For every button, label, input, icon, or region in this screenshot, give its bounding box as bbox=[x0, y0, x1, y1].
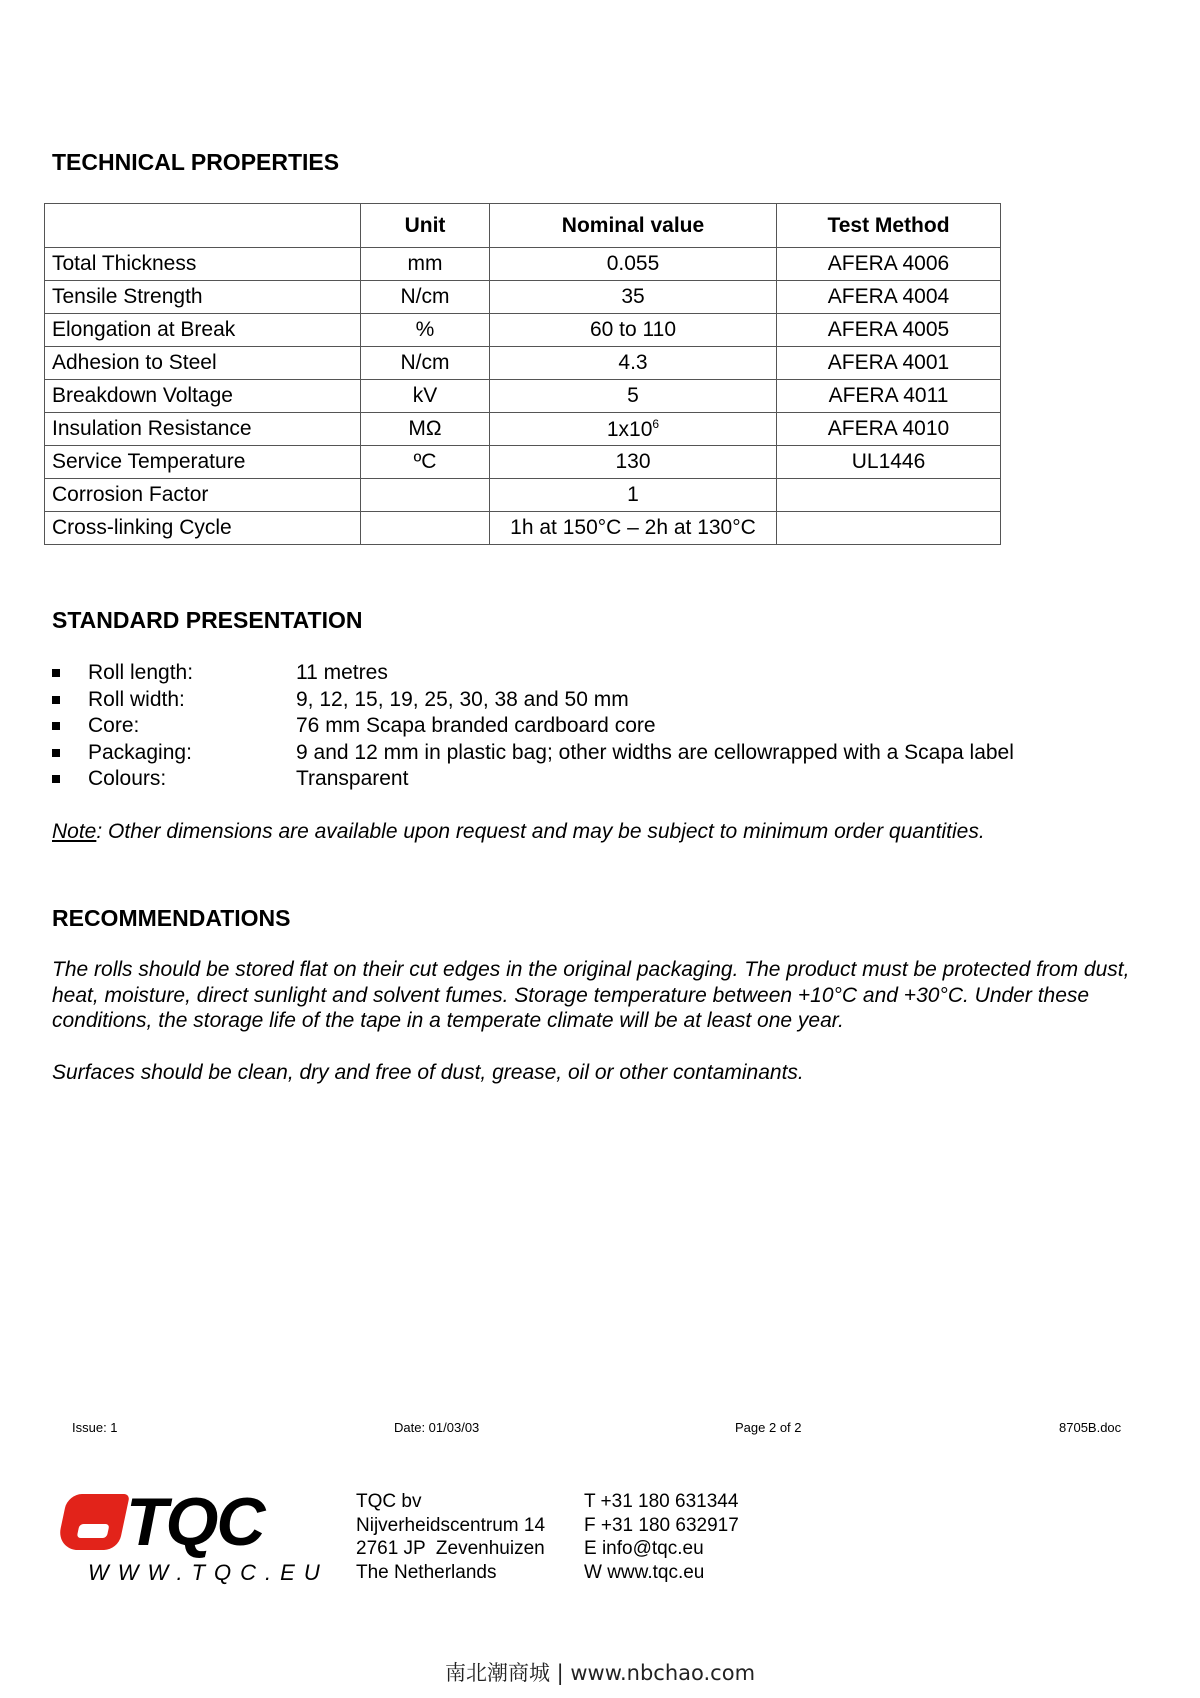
footer-doc-name: 8705B.doc bbox=[1059, 1420, 1122, 1435]
item-label: Core: bbox=[88, 714, 140, 738]
value-cell bbox=[490, 380, 777, 413]
method-cell bbox=[777, 314, 1001, 347]
value-cell-text: 1 bbox=[627, 483, 639, 506]
method-cell-text: AFERA 4011 bbox=[828, 384, 949, 407]
item-label: Roll length: bbox=[88, 661, 194, 685]
bullet-icon bbox=[52, 696, 60, 704]
footer-date: Date: 01/03/03 bbox=[394, 1420, 480, 1435]
value-cell bbox=[490, 479, 777, 512]
logo-red-shape-icon bbox=[56, 1494, 130, 1550]
address-line: Nijverheidscentrum 14 bbox=[356, 1514, 546, 1536]
table-row bbox=[45, 281, 1001, 314]
value-cell-text: 5 bbox=[627, 384, 639, 407]
logo-text: TQC bbox=[126, 1484, 264, 1560]
unit-cell bbox=[361, 380, 490, 413]
unit-cell bbox=[361, 512, 490, 545]
list-item bbox=[52, 660, 1014, 687]
unit-cell-text: N/cm bbox=[400, 351, 450, 374]
bullet-icon bbox=[52, 775, 60, 783]
unit-cell-text: MΩ bbox=[408, 417, 442, 440]
unit-cell-text: % bbox=[415, 318, 435, 341]
property-cell bbox=[45, 248, 361, 281]
property-cell bbox=[45, 314, 361, 347]
item-value: 9, 12, 15, 19, 25, 30, 38 and 50 mm bbox=[296, 687, 629, 711]
recommendations-paragraph-1: The rolls should be stored flat on their cut edges in the original packaging. The product must be protected from dust, heat, moisture, direct sunlight and solvent fumes. Storage temperature between +10°C and +30°C. Under these conditions, the storage life of the tape in a temperate climate will be at least one year. bbox=[52, 958, 1130, 1032]
property-cell-text: Elongation at Break bbox=[52, 318, 236, 341]
recommendations-heading: RECOMMENDATIONS bbox=[52, 905, 291, 931]
property-cell-text: Cross-linking Cycle bbox=[52, 516, 232, 539]
unit-cell-text: ºC bbox=[413, 450, 437, 473]
unit-cell bbox=[361, 248, 490, 281]
list-item bbox=[52, 713, 1014, 740]
address-line: The Netherlands bbox=[356, 1561, 497, 1583]
method-cell-text: AFERA 4005 bbox=[827, 318, 950, 341]
presentation-list bbox=[52, 660, 1014, 793]
item-label: Colours: bbox=[88, 767, 167, 791]
watermark: 南北潮商城 | www.nbchao.com bbox=[444, 1661, 756, 1685]
contact-fax: F +31 180 632917 bbox=[584, 1514, 739, 1536]
method-cell bbox=[777, 512, 1001, 545]
value-cell-text: 0.055 bbox=[606, 252, 660, 275]
method-cell bbox=[777, 413, 1001, 446]
contact-phone: T +31 180 631344 bbox=[584, 1491, 739, 1512]
table-header-row bbox=[45, 204, 1001, 248]
value-cell bbox=[490, 446, 777, 479]
list-item bbox=[52, 766, 1014, 793]
value-cell bbox=[490, 413, 777, 446]
company-address bbox=[356, 1490, 545, 1584]
bullet-icon bbox=[52, 749, 60, 757]
item-label: Roll width: bbox=[88, 687, 185, 711]
table-row bbox=[45, 248, 1001, 281]
unit-cell bbox=[361, 281, 490, 314]
column-header-nominal-value: Nominal value bbox=[490, 204, 777, 248]
method-cell-text: AFERA 4006 bbox=[827, 252, 950, 275]
value-cell bbox=[490, 512, 777, 545]
footer-page: Page 2 of 2 bbox=[735, 1420, 802, 1435]
column-header-test-method: Test Method bbox=[777, 204, 1001, 248]
property-cell bbox=[45, 281, 361, 314]
technical-properties-heading: TECHNICAL PROPERTIES bbox=[52, 149, 340, 175]
presentation-note bbox=[52, 820, 985, 844]
unit-cell bbox=[361, 413, 490, 446]
value-cell-text: 1h at 150°C – 2h at 130°C bbox=[510, 516, 756, 539]
tqc-logo bbox=[62, 1484, 329, 1586]
unit-cell bbox=[361, 479, 490, 512]
note-label: Note bbox=[52, 820, 97, 843]
value-cell bbox=[490, 248, 777, 281]
method-cell bbox=[777, 446, 1001, 479]
recommendations-paragraph-2: Surfaces should be clean, dry and free of dust, grease, oil or other contaminants. bbox=[52, 1061, 804, 1084]
logo-mark bbox=[62, 1484, 328, 1560]
method-cell bbox=[777, 281, 1001, 314]
item-value: 11 metres bbox=[296, 661, 388, 685]
item-value: 9 and 12 mm in plastic bag; other widths are cellowrapped with a Scapa label bbox=[296, 740, 1014, 764]
method-cell bbox=[777, 479, 1001, 512]
table-row bbox=[45, 314, 1001, 347]
method-cell bbox=[777, 248, 1001, 281]
table-row bbox=[45, 347, 1001, 380]
property-cell-text: Adhesion to Steel bbox=[52, 351, 217, 374]
note-text: : Other dimensions are available upon request and may be subject to minimum order quantities. bbox=[96, 820, 985, 843]
value-cell bbox=[490, 314, 777, 347]
value-cell-text: 130 bbox=[615, 450, 651, 473]
value-cell bbox=[490, 281, 777, 314]
value-cell-text: 4.3 bbox=[618, 351, 648, 374]
list-item bbox=[52, 687, 1014, 714]
address-line: TQC bv bbox=[356, 1491, 422, 1512]
property-cell-text: Breakdown Voltage bbox=[52, 384, 233, 407]
property-cell-text: Insulation Resistance bbox=[52, 417, 252, 440]
method-cell-text: AFERA 4004 bbox=[827, 285, 950, 308]
value-cell-text: 60 to 110 bbox=[589, 318, 677, 341]
property-cell-text: Tensile Strength bbox=[52, 285, 203, 308]
property-cell bbox=[45, 380, 361, 413]
exponent: 6 bbox=[652, 416, 660, 431]
table-row bbox=[45, 512, 1001, 545]
unit-cell-text: mm bbox=[407, 252, 443, 275]
contact-website: W www.tqc.eu bbox=[584, 1561, 705, 1583]
value-cell-text: 1x10 bbox=[606, 417, 653, 441]
value-cell bbox=[490, 347, 777, 380]
column-header-property bbox=[45, 204, 361, 248]
unit-cell bbox=[361, 446, 490, 479]
contact-email: E info@tqc.eu bbox=[584, 1538, 704, 1559]
company-contact bbox=[584, 1490, 739, 1584]
unit-cell-text: kV bbox=[412, 384, 438, 407]
item-label: Packaging: bbox=[88, 740, 192, 764]
item-value: 76 mm Scapa branded cardboard core bbox=[296, 714, 656, 738]
property-cell bbox=[45, 413, 361, 446]
footer-issue: Issue: 1 bbox=[72, 1420, 118, 1435]
logo-url: WWW.TQC.EU bbox=[88, 1560, 329, 1585]
property-cell-text: Corrosion Factor bbox=[52, 483, 209, 506]
unit-cell bbox=[361, 314, 490, 347]
method-cell-text: UL1446 bbox=[851, 450, 926, 473]
table-row bbox=[45, 446, 1001, 479]
bullet-icon bbox=[52, 669, 60, 677]
method-cell bbox=[777, 347, 1001, 380]
item-value: Transparent bbox=[296, 767, 409, 791]
technical-properties-table bbox=[44, 203, 1001, 545]
unit-cell-text: N/cm bbox=[400, 285, 450, 308]
property-cell bbox=[45, 479, 361, 512]
method-cell-text: AFERA 4010 bbox=[827, 417, 950, 440]
table-row bbox=[45, 380, 1001, 413]
bullet-icon bbox=[52, 722, 60, 730]
standard-presentation-heading: STANDARD PRESENTATION bbox=[52, 607, 363, 633]
table-row bbox=[45, 413, 1001, 446]
property-cell bbox=[45, 446, 361, 479]
method-cell-text: AFERA 4001 bbox=[827, 351, 950, 374]
value-cell-text: 35 bbox=[621, 285, 645, 308]
property-cell bbox=[45, 512, 361, 545]
column-header-unit: Unit bbox=[361, 204, 490, 248]
address-line: 2761 JP Zevenhuizen bbox=[356, 1538, 545, 1559]
method-cell bbox=[777, 380, 1001, 413]
list-item bbox=[52, 740, 1014, 767]
table-row bbox=[45, 479, 1001, 512]
unit-cell bbox=[361, 347, 490, 380]
property-cell bbox=[45, 347, 361, 380]
property-cell-text: Total Thickness bbox=[52, 252, 197, 275]
property-cell-text: Service Temperature bbox=[52, 450, 246, 473]
